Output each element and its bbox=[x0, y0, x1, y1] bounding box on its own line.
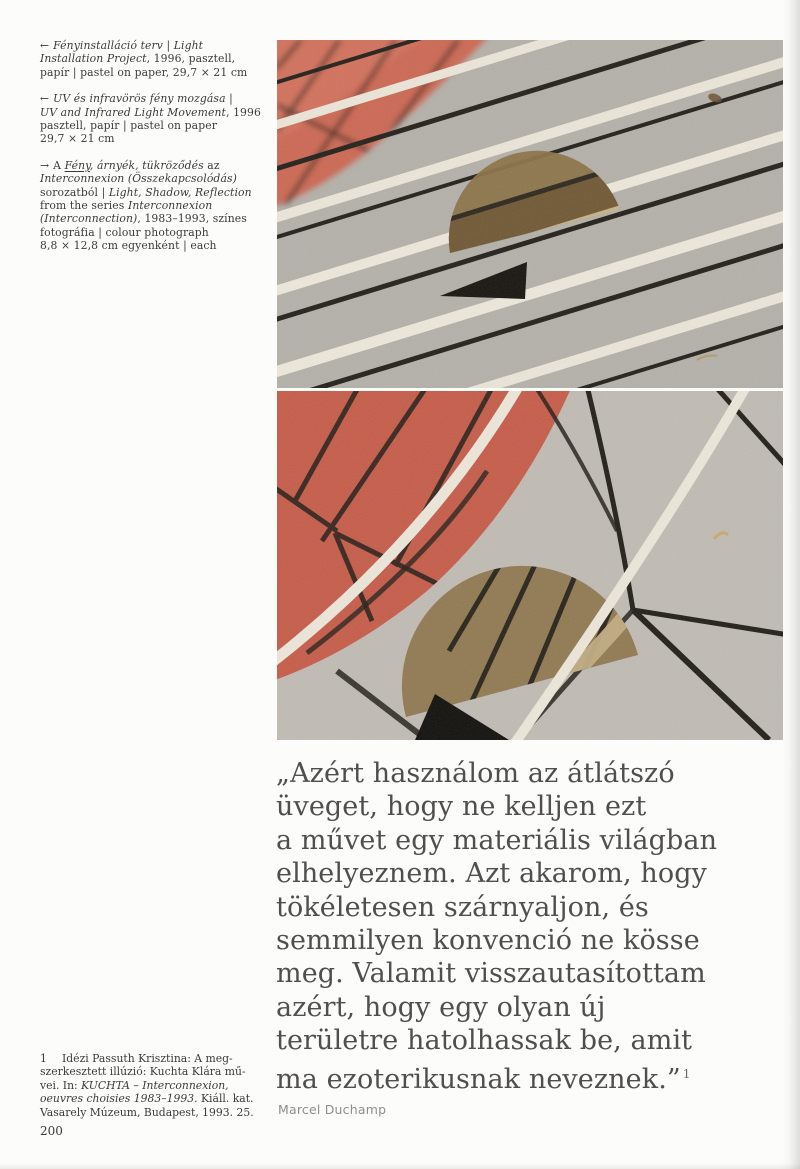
caption-light-shadow-reflection bbox=[40, 159, 275, 253]
left-arrow-icon: ← bbox=[40, 92, 50, 106]
left-arrow-icon: ← bbox=[40, 39, 50, 52]
page-edge-shadow bbox=[782, 0, 800, 1169]
duchamp-quote bbox=[276, 757, 792, 1096]
caption-uv-infrared bbox=[40, 92, 275, 146]
photo-light-shadow-reflection-2 bbox=[277, 391, 783, 740]
quote-text: „Azért használom az átlátszó üveget, hogy ne kelljen ezt a művet egy materiális világban elhelyeznem. Azt akarom, hogy tökéletesen szárnyaljon, és semmilyen konvenció ne kösse meg. Valamit visszautasítottam azért, hogy egy olyan új területre hatolhassak be, amit ma ezoterikusnak neveznek.” bbox=[276, 758, 718, 1095]
caption-text: UV és infravörös fény mozgása | UV and Infrared Light Movement, 1996 pasztell, papír | pastel on paper 29,7 × 21 cm bbox=[40, 92, 261, 146]
caption-text: Fényinstalláció terv | Light Installation Project, 1996, pasztell, papír | pastel on paper, 29,7 × 21 cm bbox=[40, 39, 248, 79]
caption-text: A Fény, árnyék, tükröződés az Interconnexion (Összekapcsolódás) sorozatból | Light, Shadow, Reflection from the series Interconnexion (Interconnection), 1983–1993, színes fotográfia | colour photograph 8,8 × 12,8 cm egyenként | each bbox=[40, 158, 252, 253]
caption-light-installation bbox=[40, 39, 275, 79]
photo-1-graphic bbox=[277, 40, 783, 388]
footnote-reference: 1 bbox=[682, 1066, 691, 1081]
quote-attribution: Marcel Duchamp bbox=[278, 1102, 387, 1117]
page-bottom-shadow bbox=[0, 1163, 800, 1169]
photo-light-shadow-reflection-1 bbox=[277, 40, 783, 388]
footnote: 1 Idézi Passuth Krisztina: A meg- szerkesztett illúzió: Kuchta Klára mű- vei. In: KUCHTA – Interconnexion, oeuvres choisies 1983–1993. Kiáll. kat. Vasarely Múzeum, Budapest, 1993. 25. bbox=[40, 1052, 254, 1119]
right-arrow-icon: → bbox=[40, 158, 50, 172]
caption-column bbox=[40, 39, 275, 266]
photo-2-graphic bbox=[277, 391, 783, 740]
page-number: 200 bbox=[40, 1124, 63, 1138]
